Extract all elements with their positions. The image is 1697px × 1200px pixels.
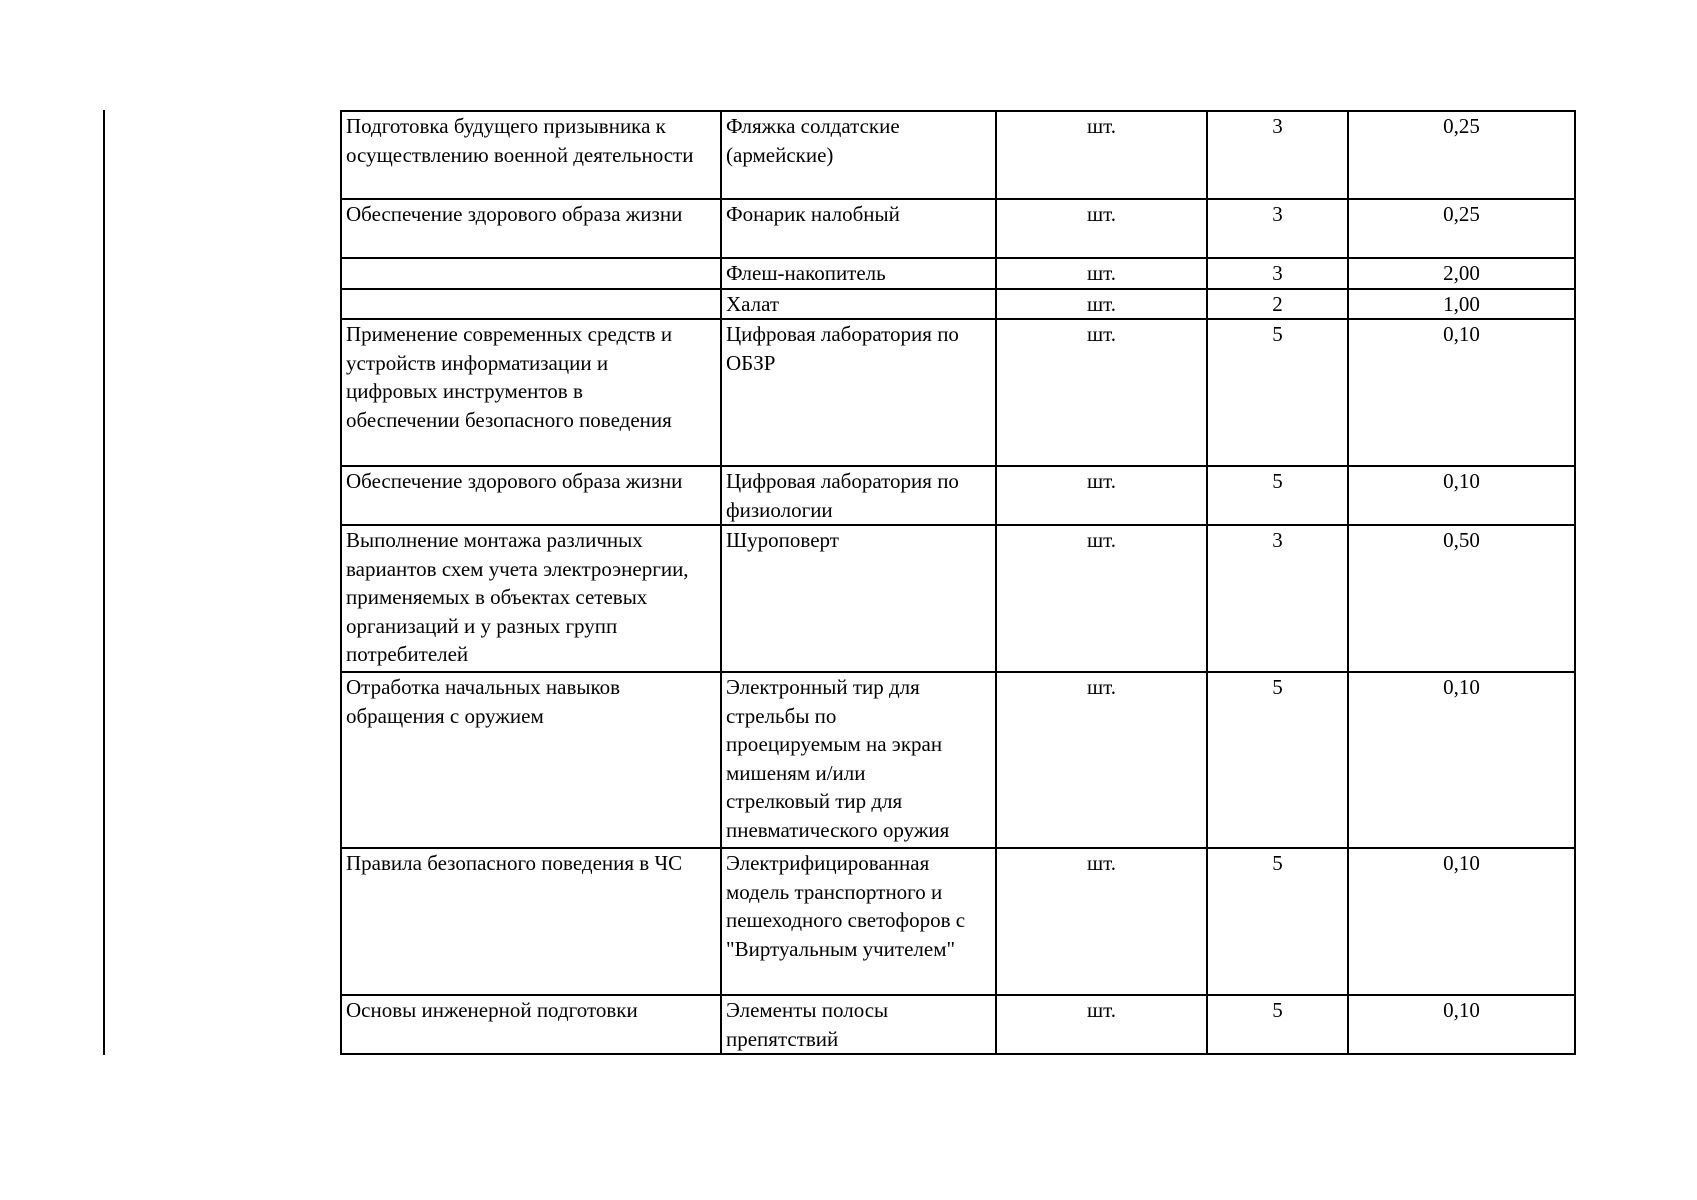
topic-cell: Обеспечение здорового образа жизни xyxy=(341,199,721,258)
quantity-cell: 3 xyxy=(1207,525,1348,672)
table-row xyxy=(341,319,1575,466)
table-row xyxy=(341,466,1575,525)
unit-cell: шт. xyxy=(996,258,1207,289)
left-margin-rule xyxy=(103,110,105,1055)
table-row xyxy=(341,848,1575,995)
value-cell: 0,50 xyxy=(1348,525,1575,672)
unit-cell: шт. xyxy=(996,466,1207,525)
unit-cell: шт. xyxy=(996,995,1207,1054)
table-row xyxy=(341,525,1575,672)
topic-cell: Подготовка будущего призывника к осуществлению военной деятельности xyxy=(341,111,721,199)
topic-cell: Правила безопасного поведения в ЧС xyxy=(341,848,721,995)
value-cell: 0,10 xyxy=(1348,319,1575,466)
equipment-table xyxy=(340,110,1576,1055)
value-cell: 0,10 xyxy=(1348,995,1575,1054)
quantity-cell: 2 xyxy=(1207,289,1348,320)
table-row xyxy=(341,672,1575,848)
value-cell: 1,00 xyxy=(1348,289,1575,320)
unit-cell: шт. xyxy=(996,319,1207,466)
item-cell: Цифровая лаборатория по ОБЗР xyxy=(721,319,996,466)
item-cell: Цифровая лаборатория по физиологии xyxy=(721,466,996,525)
quantity-cell: 3 xyxy=(1207,199,1348,258)
topic-cell xyxy=(341,258,721,289)
item-cell: Фляжка солдатские (армейские) xyxy=(721,111,996,199)
topic-cell xyxy=(341,289,721,320)
topic-cell: Отработка начальных навыков обращения с оружием xyxy=(341,672,721,848)
value-cell: 0,25 xyxy=(1348,199,1575,258)
value-cell: 0,10 xyxy=(1348,672,1575,848)
quantity-cell: 3 xyxy=(1207,258,1348,289)
topic-cell: Применение современных средств и устройств информатизации и цифровых инструментов в обеспечении безопасного поведения xyxy=(341,319,721,466)
unit-cell: шт. xyxy=(996,848,1207,995)
item-cell: Электронный тир для стрельбы по проецируемым на экран мишеням и/или стрелковый тир для пневматического оружия xyxy=(721,672,996,848)
item-cell: Фонарик налобный xyxy=(721,199,996,258)
unit-cell: шт. xyxy=(996,525,1207,672)
value-cell: 0,25 xyxy=(1348,111,1575,199)
unit-cell: шт. xyxy=(996,111,1207,199)
quantity-cell: 5 xyxy=(1207,466,1348,525)
item-cell: Халат xyxy=(721,289,996,320)
unit-cell: шт. xyxy=(996,199,1207,258)
item-cell: Элементы полосы препятствий xyxy=(721,995,996,1054)
item-cell: Флеш-накопитель xyxy=(721,258,996,289)
value-cell: 0,10 xyxy=(1348,466,1575,525)
topic-cell: Основы инженерной подготовки xyxy=(341,995,721,1054)
unit-cell: шт. xyxy=(996,289,1207,320)
item-cell: Шуроповерт xyxy=(721,525,996,672)
table-row xyxy=(341,111,1575,199)
quantity-cell: 5 xyxy=(1207,848,1348,995)
quantity-cell: 5 xyxy=(1207,319,1348,466)
topic-cell: Выполнение монтажа различных вариантов схем учета электроэнергии, применяемых в объектах сетевых организаций и у разных групп потребителей xyxy=(341,525,721,672)
table-row xyxy=(341,995,1575,1054)
table-row xyxy=(341,289,1575,320)
unit-cell: шт. xyxy=(996,672,1207,848)
topic-cell: Обеспечение здорового образа жизни xyxy=(341,466,721,525)
item-cell: Электрифицированная модель транспортного и пешеходного светофоров с "Виртуальным учителем" xyxy=(721,848,996,995)
quantity-cell: 5 xyxy=(1207,995,1348,1054)
table-row xyxy=(341,199,1575,258)
value-cell: 0,10 xyxy=(1348,848,1575,995)
quantity-cell: 5 xyxy=(1207,672,1348,848)
quantity-cell: 3 xyxy=(1207,111,1348,199)
value-cell: 2,00 xyxy=(1348,258,1575,289)
table-row xyxy=(341,258,1575,289)
